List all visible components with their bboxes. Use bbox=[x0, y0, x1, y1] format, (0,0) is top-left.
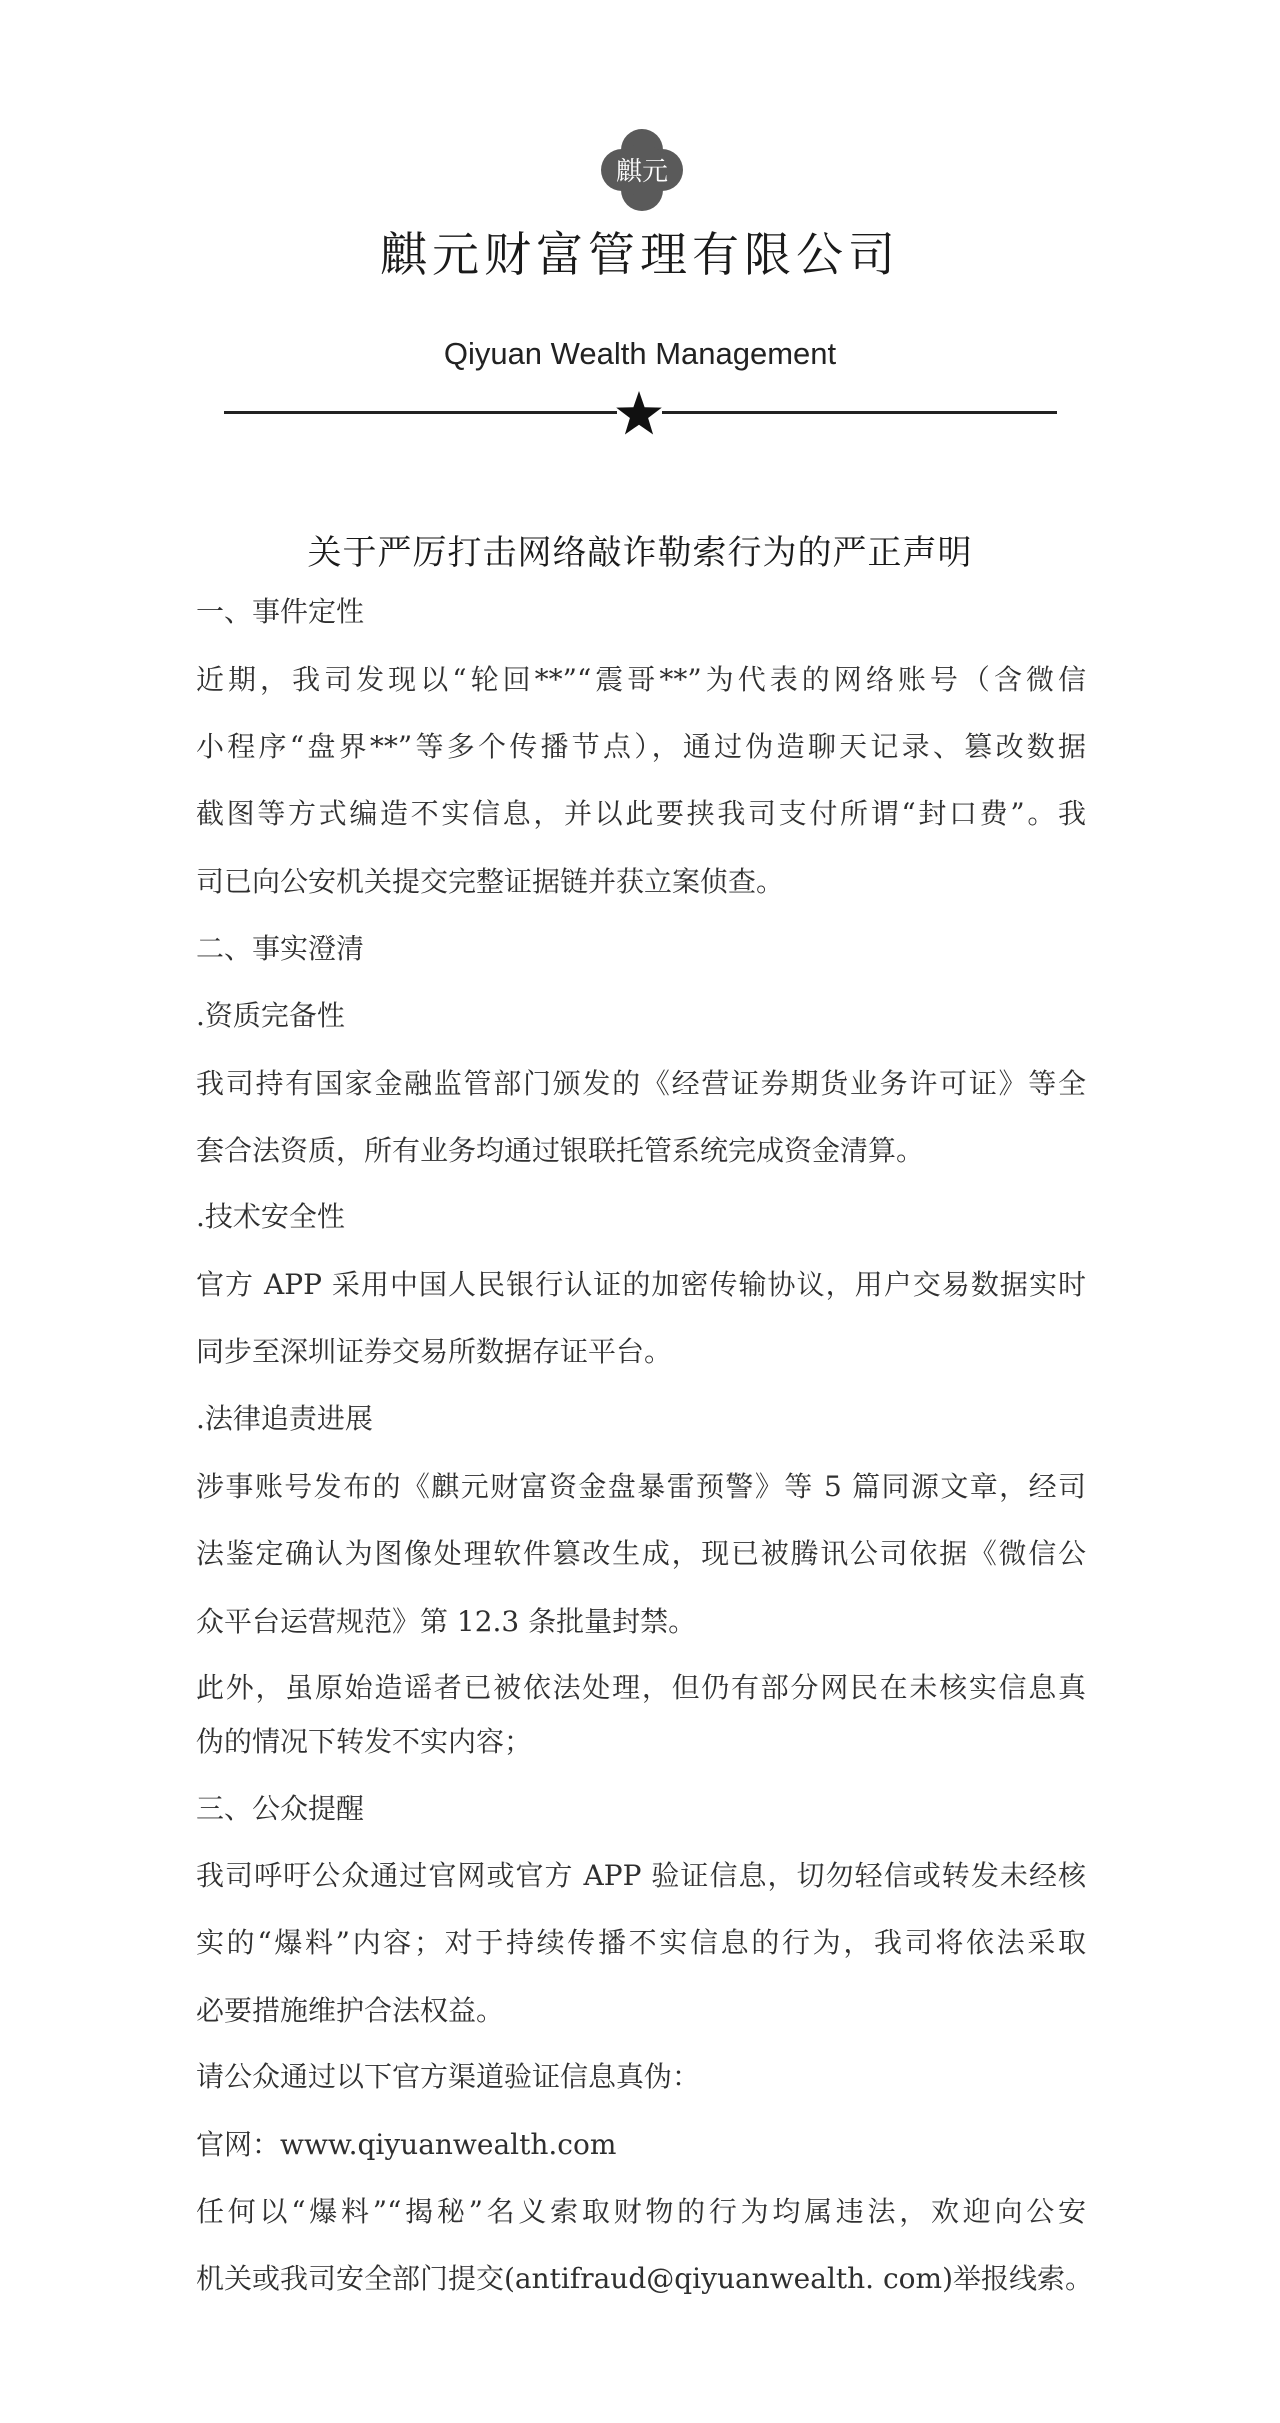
paragraph-line: 司已向公安机关提交完整证据链并获立案侦查。 bbox=[196, 865, 785, 898]
paragraph-line: 实的“爆料”内容；对于持续传播不实信息的行为，我司将依法采取 bbox=[196, 1926, 1086, 1959]
company-name-zh: 麒元财富管理有限公司 bbox=[380, 228, 900, 283]
subheading: .法律追责进展 bbox=[196, 1402, 373, 1435]
paragraph-line: 伪的情况下转发不实内容； bbox=[196, 1725, 533, 1758]
divider-left bbox=[224, 411, 617, 414]
paragraph-line: 涉事账号发布的《麒元财富资金盘暴雷预警》等 5 篇同源文章，经司 bbox=[196, 1470, 1086, 1503]
paragraph-line: 此外，虽原始造谣者已被依法处理，但仍有部分网民在未核实信息真 bbox=[196, 1671, 1086, 1704]
logo-glyph: 麒元 bbox=[615, 157, 669, 187]
company-logo bbox=[600, 128, 684, 212]
document-title: 关于严厉打击网络敲诈勒索行为的严正声明 bbox=[307, 533, 973, 573]
website-line: 官网：www.qiyuanwealth.com bbox=[196, 2128, 617, 2161]
star-icon bbox=[614, 388, 664, 438]
paragraph-line: 我司呼吁公众通过官网或官方 APP 验证信息，切勿轻信或转发未经核 bbox=[196, 1859, 1086, 1892]
divider-right bbox=[662, 411, 1057, 414]
section-heading-2: 二、事实澄清 bbox=[196, 932, 365, 965]
company-name-en: Qiyuan Wealth Management bbox=[443, 336, 837, 371]
subheading: .技术安全性 bbox=[196, 1200, 345, 1233]
paragraph-line: 小程序“盘界**”等多个传播节点），通过伪造聊天记录、篡改数据 bbox=[196, 730, 1086, 763]
paragraph-line: 法鉴定确认为图像处理软件篡改生成，现已被腾讯公司依据《微信公 bbox=[196, 1537, 1086, 1570]
paragraph-line: 同步至深圳证券交易所数据存证平台。 bbox=[196, 1335, 673, 1368]
paragraph-line: 请公众通过以下官方渠道验证信息真伪： bbox=[196, 2060, 701, 2093]
subheading: .资质完备性 bbox=[196, 999, 345, 1032]
paragraph-line: 众平台运营规范》第 12.3 条批量封禁。 bbox=[196, 1605, 697, 1638]
paragraph-line: 截图等方式编造不实信息，并以此要挟我司支付所谓“封口费”。我 bbox=[196, 797, 1086, 830]
section-heading-3: 三、公众提醒 bbox=[196, 1792, 365, 1825]
paragraph-line: 任何以“爆料”“揭秘”名义索取财物的行为均属违法，欢迎向公安 bbox=[196, 2195, 1086, 2228]
paragraph-line: 套合法资质，所有业务均通过银联托管系统完成资金清算。 bbox=[196, 1134, 925, 1167]
paragraph-line: 近期，我司发现以“轮回**”“震哥**”为代表的网络账号（含微信 bbox=[196, 663, 1086, 696]
paragraph-line: 必要措施维护合法权益。 bbox=[196, 1994, 505, 2027]
section-heading-1: 一、事件定性 bbox=[196, 595, 365, 628]
report-contact-line: 机关或我司安全部门提交(antifraud@qiyuanwealth. com)举报线索。 bbox=[196, 2262, 1093, 2295]
paragraph-line: 我司持有国家金融监管部门颁发的《经营证券期货业务许可证》等全 bbox=[196, 1067, 1086, 1100]
paragraph-line: 官方 APP 采用中国人民银行认证的加密传输协议，用户交易数据实时 bbox=[196, 1268, 1086, 1301]
